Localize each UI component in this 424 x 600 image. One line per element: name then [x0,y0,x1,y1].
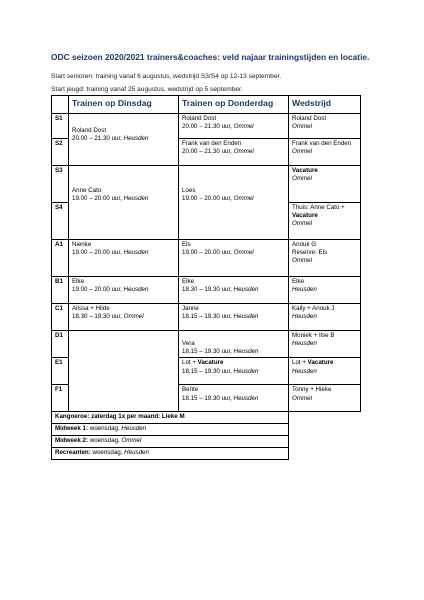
thursday-cell [179,113,289,138]
location: Ommel [233,194,254,202]
page-title: ODC seizoen 2020/2021 trainers&coaches: veld najaar trainingstijden en locatie. [51,52,370,62]
intro-seniors: Start senioren: training vanaf 6 augustus, wedstrijd S3/S4 op 12-13 september. [51,73,282,80]
location: Heusden [233,312,259,320]
training-time: 18.30 – 19.30 uur, [72,312,122,320]
thursday-cell [179,276,289,303]
vacancy-label: Vacature [292,166,318,174]
location: Heusden [292,312,317,320]
location: Heusden [123,248,149,256]
table-row [52,330,361,358]
match-cell [289,202,361,239]
coach-name: Tonny + Hieke [292,386,332,394]
location: Ommel [292,147,312,155]
location: Heusden [292,367,317,375]
match-cell [289,138,361,165]
training-time: 20.00 – 21.30 uur, [182,147,232,155]
location: Heusden [292,285,317,293]
trainer-name: Roland Dost [72,126,107,134]
training-time: 19.00 – 20.00 uur, [182,194,232,202]
location: Ommel [233,122,254,130]
location: Heusden [123,285,149,293]
tuesday-cell [69,239,179,276]
trainer-name: Alissa + Hilde [72,304,110,312]
training-time: 18.15 – 19.30 uur, [182,312,232,320]
table-row [52,276,361,303]
location: Heusden [233,394,259,402]
match-cell [289,303,361,330]
trainer-name: Elke [72,277,85,285]
tuesday-cell-d1-f1 [69,330,179,412]
match-cell [289,239,361,276]
match-cell [289,165,361,202]
group-label: D1 [52,330,69,358]
trainer-name: Anne Cato [72,186,102,194]
trainer-name: Loes [182,186,196,194]
header-thursday: Trainen op Donderdag [179,96,289,114]
midweek2-label: Midweek 2: [55,437,89,445]
training-time: 18.15 – 19.30 uur, [182,347,232,355]
trainer-name: Nienke [72,240,92,248]
match-cell [289,358,361,385]
vacancy-label: Vacature [307,359,334,367]
training-time: 19.00 – 20.00 uur, [72,194,122,202]
trainer-name: Frank van den Enden [182,139,242,147]
recreanten-day: woensdag, [92,449,123,457]
location: Ommel [292,257,312,265]
footer-row-kangoeroe [52,412,361,424]
match-cell [289,385,361,412]
corner-cell [52,96,69,114]
coach-name: Frank van den Enden [292,139,352,147]
vacancy-label: Vacature [292,211,318,219]
match-cell [289,330,361,358]
location: Heusden [233,285,259,293]
match-cell [289,276,361,303]
schedule-table [51,95,361,460]
kangoeroe-note: Kangoeroe: zaterdag 1x per maand: Lieke M [52,412,289,424]
thursday-cell [179,385,289,412]
thursday-cell [179,138,289,165]
group-label: S1 [52,113,69,138]
location: Ommel [292,220,312,228]
trainer-name: Lot + [182,359,196,367]
location: Heusden [233,367,259,375]
tuesday-cell-s3-s4 [69,165,179,239]
group-label: S2 [52,138,69,165]
header-match: Wedstrijd [289,96,361,114]
location: Ommel [292,394,312,402]
training-time: 19.00 – 20.00 uur, [72,248,122,256]
recreanten-label: Recreanten: [55,449,91,457]
coach-name: Kaily + Anouk J [292,304,335,312]
table-row [52,303,361,330]
midweek1-label: Midweek 1: [55,425,89,433]
midweek1-location: Heusden [121,425,147,433]
tuesday-cell [69,276,179,303]
thursday-cell-s3-s4 [179,165,289,239]
training-time: 19.00 – 20.00 uur, [72,285,122,293]
training-time: 18.15 – 19.30 uur, [182,367,232,375]
midweek2-day: woensdag, [89,437,120,445]
training-time: 19.00 – 20.00 uur, [182,248,232,256]
midweek2-note [52,436,289,448]
coach-name: Elke [292,277,305,285]
trainer-name: Bente [182,386,199,394]
tuesday-cell-s1-s2 [69,113,179,165]
trainer-name: Roland Dost [182,114,217,122]
location: Ommel [292,174,312,182]
location: Heusden [233,347,259,355]
reserve-name: Reserve: Els [292,248,328,256]
thursday-cell [179,239,289,276]
location: Ommel [123,312,144,320]
coach-name: Thuis: Anne Cato + [292,203,345,211]
group-label: E1 [52,358,69,385]
trainer-name: Els [182,240,191,248]
table-row [52,239,361,276]
thursday-cell [179,303,289,330]
match-cell [289,113,361,138]
trainer-name: Vera [182,339,195,347]
group-label: B1 [52,276,69,303]
location: Heusden [123,194,149,202]
footer-row-midweek1 [52,424,361,436]
header-tuesday: Trainen op Dinsdag [69,96,179,114]
group-label: S4 [52,202,69,239]
table-row [52,165,361,202]
group-label: S3 [52,165,69,202]
location: Heusden [123,134,149,142]
footer-row-recreanten [52,448,361,460]
training-time: 20.00 – 21.30 uur, [72,134,122,142]
intro-youth: Start jeugd: training vanaf 25 augustus, wedstrijd op 5 september. [51,86,243,93]
midweek1-note [52,424,289,436]
training-time: 20.00 – 21.30 uur, [182,122,232,130]
midweek1-day: woensdag, [89,425,120,433]
training-time: 18.30 – 19.30 uur, [182,285,232,293]
recreanten-note [52,448,289,460]
location: Ommel [292,122,312,130]
coach-name: Lot + [292,359,306,367]
group-label: F1 [52,385,69,412]
tuesday-cell [69,303,179,330]
coach-name: Moniek + Ilse B [292,331,335,339]
coach-name: Anouk G [292,240,317,248]
location: Heusden [292,339,317,347]
trainer-name: Elke [182,277,195,285]
recreanten-location: Heusden [124,449,149,457]
vacancy-label: Vacature [197,359,224,367]
thursday-cell [179,330,289,358]
midweek2-location: Ommel [121,437,142,445]
footer-row-midweek2 [52,436,361,448]
location: Ommel [233,147,254,155]
training-time: 18.15 – 19.30 uur, [182,394,232,402]
table-row [52,113,361,138]
group-label: C1 [52,303,69,330]
trainer-name: Janne [182,304,199,312]
header-row [52,96,361,114]
location: Ommel [233,248,254,256]
thursday-cell [179,358,289,385]
group-label: A1 [52,239,69,276]
coach-name: Roland Dost [292,114,327,122]
